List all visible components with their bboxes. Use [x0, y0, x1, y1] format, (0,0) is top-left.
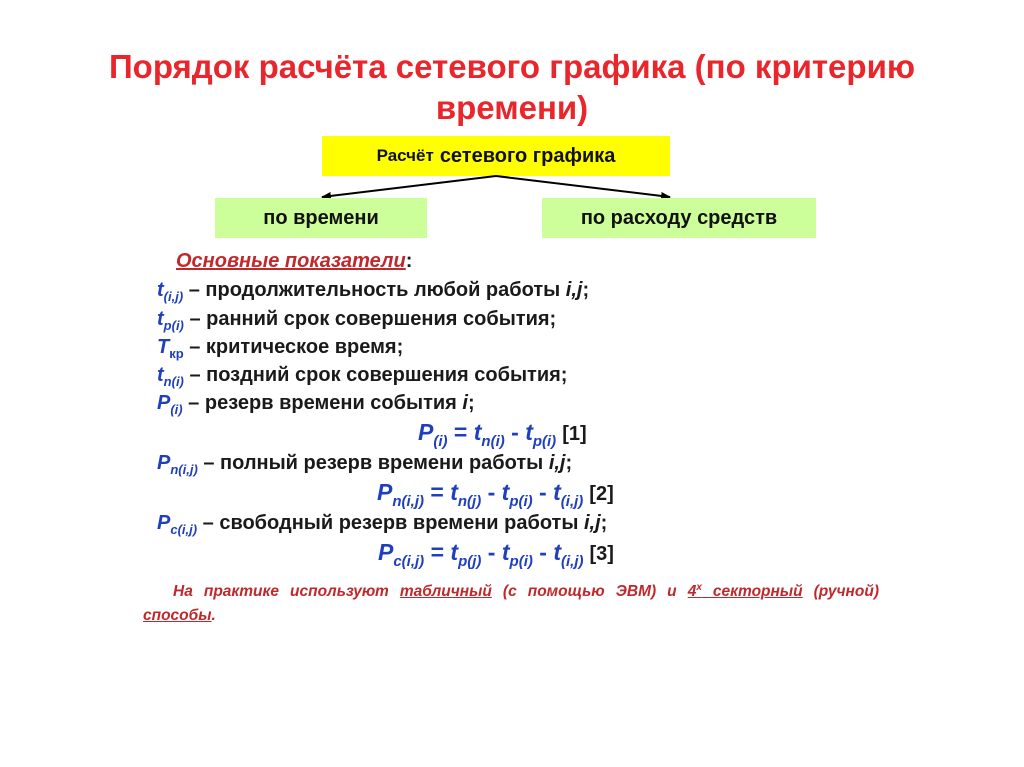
- formula-number: [3]: [589, 543, 614, 565]
- practice-note: [143, 576, 884, 628]
- note-text-1: На практике используют: [173, 583, 400, 600]
- formula-symbol: t: [553, 539, 561, 565]
- indicator-variable: i: [462, 392, 468, 414]
- formula-subscript: n(j): [457, 493, 482, 510]
- heading-text: Основные показатели: [176, 250, 406, 272]
- formula-operator: -: [532, 539, 554, 565]
- indicator-symbol: P: [157, 512, 171, 534]
- indicator-subscript: p(i): [163, 318, 184, 333]
- formula-symbol: P: [418, 419, 434, 445]
- formula-symbol: t: [450, 539, 459, 565]
- indicator-end: ;: [467, 392, 475, 414]
- indicator-description: – критическое время;: [183, 336, 404, 358]
- indicator-subscript: c(i,j): [170, 522, 198, 537]
- formula-subscript: p(i): [509, 553, 533, 570]
- main-box-label: сетевого графика: [439, 144, 616, 167]
- indicator-description: – ранний срок совершения события;: [183, 308, 557, 330]
- formula-symbol: t: [501, 479, 510, 505]
- indicator-symbol: t: [157, 364, 164, 386]
- formula-operator: -: [504, 419, 526, 445]
- formula-subscript: (i,j): [560, 493, 584, 510]
- formula-operator: -: [481, 539, 502, 565]
- formula-number: [1]: [562, 423, 587, 445]
- box-by-time: по времени: [215, 198, 427, 238]
- formula-subscript: p(i): [532, 433, 557, 450]
- note-period: .: [211, 607, 216, 624]
- indicator-description: – продолжительность любой работы: [183, 279, 566, 301]
- indicator-variable: i,j: [548, 452, 566, 474]
- indicator-description: – резерв времени события: [182, 392, 463, 414]
- indicator-symbol: P: [157, 452, 171, 474]
- indicator-description: – полный резерв времени работы: [197, 452, 549, 474]
- note-sector-number: 4: [687, 583, 697, 600]
- indicator-symbol: t: [157, 279, 164, 301]
- formula-symbol: t: [525, 419, 533, 445]
- heading-colon: :: [405, 250, 413, 272]
- formula-subscript: (i,j): [560, 553, 584, 570]
- box-by-cost: по расходу средств: [542, 198, 816, 238]
- indicator-subscript: кр: [169, 346, 184, 361]
- indicator-end: ;: [582, 279, 590, 301]
- formula-symbol: t: [501, 539, 510, 565]
- indicator-variable: i,j: [583, 512, 601, 534]
- indicator-end: ;: [565, 452, 573, 474]
- page-title: Порядок расчёта сетевого графика (по критерию времени): [108, 48, 916, 126]
- formula-subscript: (i): [433, 433, 448, 450]
- formula-subscript: p(j): [458, 553, 482, 570]
- indicator-subscript: n(i,j): [170, 462, 198, 477]
- formula-subscript: p(i): [509, 493, 533, 510]
- note-sector: [688, 583, 803, 600]
- section-heading: [176, 248, 412, 274]
- formula-subscript: n(i,j): [392, 493, 424, 510]
- indicator-subscript: n(i): [163, 374, 184, 389]
- indicator-subscript: (i): [170, 402, 183, 417]
- indicator-symbol: P: [157, 392, 171, 414]
- formula-subscript: c(i,j): [393, 553, 425, 570]
- formula-subscript: n(i): [481, 433, 505, 450]
- indicator-description: – свободный резерв времени работы: [197, 512, 584, 534]
- note-tabular: табличный: [399, 583, 492, 600]
- formula-operator: =: [447, 419, 474, 445]
- note-text-3: (ручной): [802, 583, 884, 600]
- formula-operator: -: [532, 479, 554, 505]
- note-sector-word: секторный: [701, 583, 803, 600]
- note-sector-sup: х: [696, 582, 702, 593]
- indicator-description: – поздний срок совершения события;: [183, 364, 568, 386]
- note-methods: способы: [143, 607, 212, 624]
- indicator-symbol: t: [157, 308, 164, 330]
- formula-operator: =: [424, 479, 451, 505]
- formula-symbol: t: [553, 479, 561, 505]
- indicator-symbol: T: [157, 336, 170, 358]
- formula-symbol: P: [377, 479, 393, 505]
- indicator-end: ;: [600, 512, 608, 534]
- note-text-2: (с помощью ЭВМ) и: [491, 583, 688, 600]
- formula-symbol: P: [378, 539, 394, 565]
- main-box-label-small: Расчёт: [376, 146, 434, 165]
- indicator-variable: i,j: [565, 279, 583, 301]
- formula-symbol: t: [473, 419, 482, 445]
- formula-operator: =: [424, 539, 451, 565]
- formula-operator: -: [481, 479, 502, 505]
- indicator-subscript: (i,j): [163, 289, 184, 304]
- formula-3: [378, 539, 614, 575]
- formula-symbol: t: [450, 479, 458, 505]
- formula-number: [2]: [589, 483, 614, 505]
